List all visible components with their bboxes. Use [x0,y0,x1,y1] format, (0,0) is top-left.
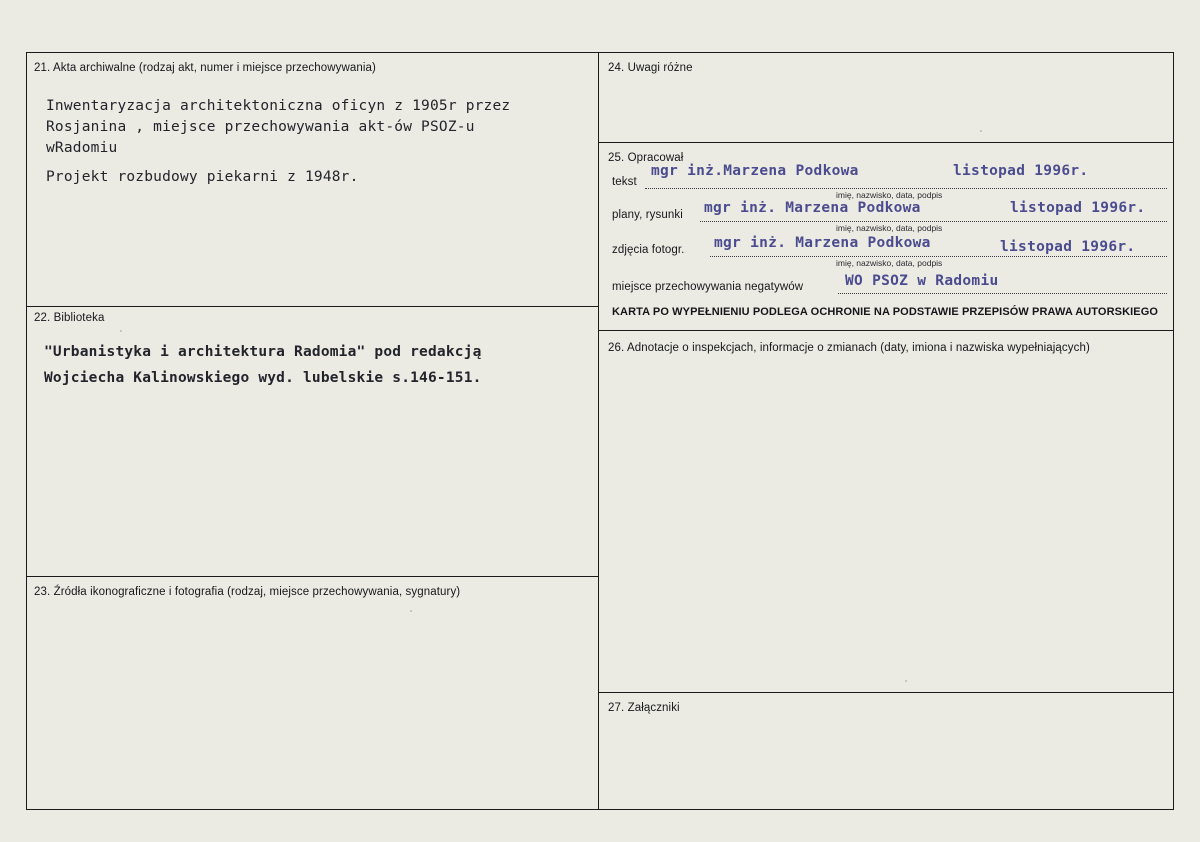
field-25-row-1-hint: imię, nazwisko, data, podpis [836,190,943,200]
field-25-row-4-value: WO PSOZ w Radomiu [845,273,999,289]
field-25-row-2-rule [700,221,1167,222]
field-21-label: 21. Akta archiwalne (rodzaj akt, numer i miejsce przechowywania) [34,62,376,74]
field-25-row-3-hint: imię, nazwisko, data, podpis [836,258,943,268]
field-22-line-2: Wojciecha Kalinowskiego wyd. lubelskie s.146-151. [44,370,482,386]
field-22-label: 22. Biblioteka [34,312,105,324]
field-25-row-3-value: mgr inż. Marzena Podkowa [714,235,931,251]
field-21-line-4: Projekt rozbudowy piekarni z 1948r. [46,169,359,185]
field-21-line-1: Inwentaryzacja architektoniczna oficyn z 1905r przez [46,98,511,114]
field-25-row-1-date: listopad 1996r. [953,163,1089,179]
field-25-row-4-rule [838,293,1167,294]
rule-right-25 [598,142,1174,143]
field-25-row-3-rule [710,256,1167,257]
field-25-row-1-rule [645,188,1167,189]
field-24-label: 24. Uwagi różne [608,62,693,74]
field-23-label: 23. Źródła ikonograficzne i fotografia (rodzaj, miejsce przechowywania, sygnatury) [34,586,461,598]
field-25-row-1-caption: tekst [612,176,637,188]
field-27-label: 27. Załączniki [608,702,680,714]
field-26-label: 26. Adnotacje o inspekcjach, informacje o zmianach (daty, imiona i nazwiska wypełniających) [608,342,1090,354]
field-25-label: 25. Opracował [608,152,684,164]
field-25-row-2-caption: plany, rysunki [612,209,683,221]
field-25-row-1-value: mgr inż.Marzena Podkowa [651,163,859,179]
field-25-row-4-caption: miejsce przechowywania negatywów [612,281,804,293]
rule-left-23 [26,576,598,577]
field-25-row-2-hint: imię, nazwisko, data, podpis [836,223,943,233]
field-25-row-3-caption: zdjęcia fotogr. [612,244,685,256]
field-25-row-2-value: mgr inż. Marzena Podkowa [704,200,921,216]
copyright-notice: KARTA PO WYPEŁNIENIU PODLEGA OCHRONIE NA PODSTAWIE PRZEPISÓW PRAWA AUTORSKIEGO [612,306,1159,318]
rule-right-26 [598,330,1174,331]
column-divider [598,52,599,810]
field-22-line-1: "Urbanistyka i architektura Radomia" pod redakcją [44,344,482,360]
field-25-row-2-date: listopad 1996r. [1010,200,1146,216]
field-25-row-3-date: listopad 1996r. [1000,239,1136,255]
field-21-line-3: wRadomiu [46,140,118,156]
rule-left-22 [26,306,598,307]
field-21-line-2: Rosjanina , miejsce przechowywania akt-ów PSOZ-u [46,119,475,135]
rule-right-27 [598,692,1174,693]
